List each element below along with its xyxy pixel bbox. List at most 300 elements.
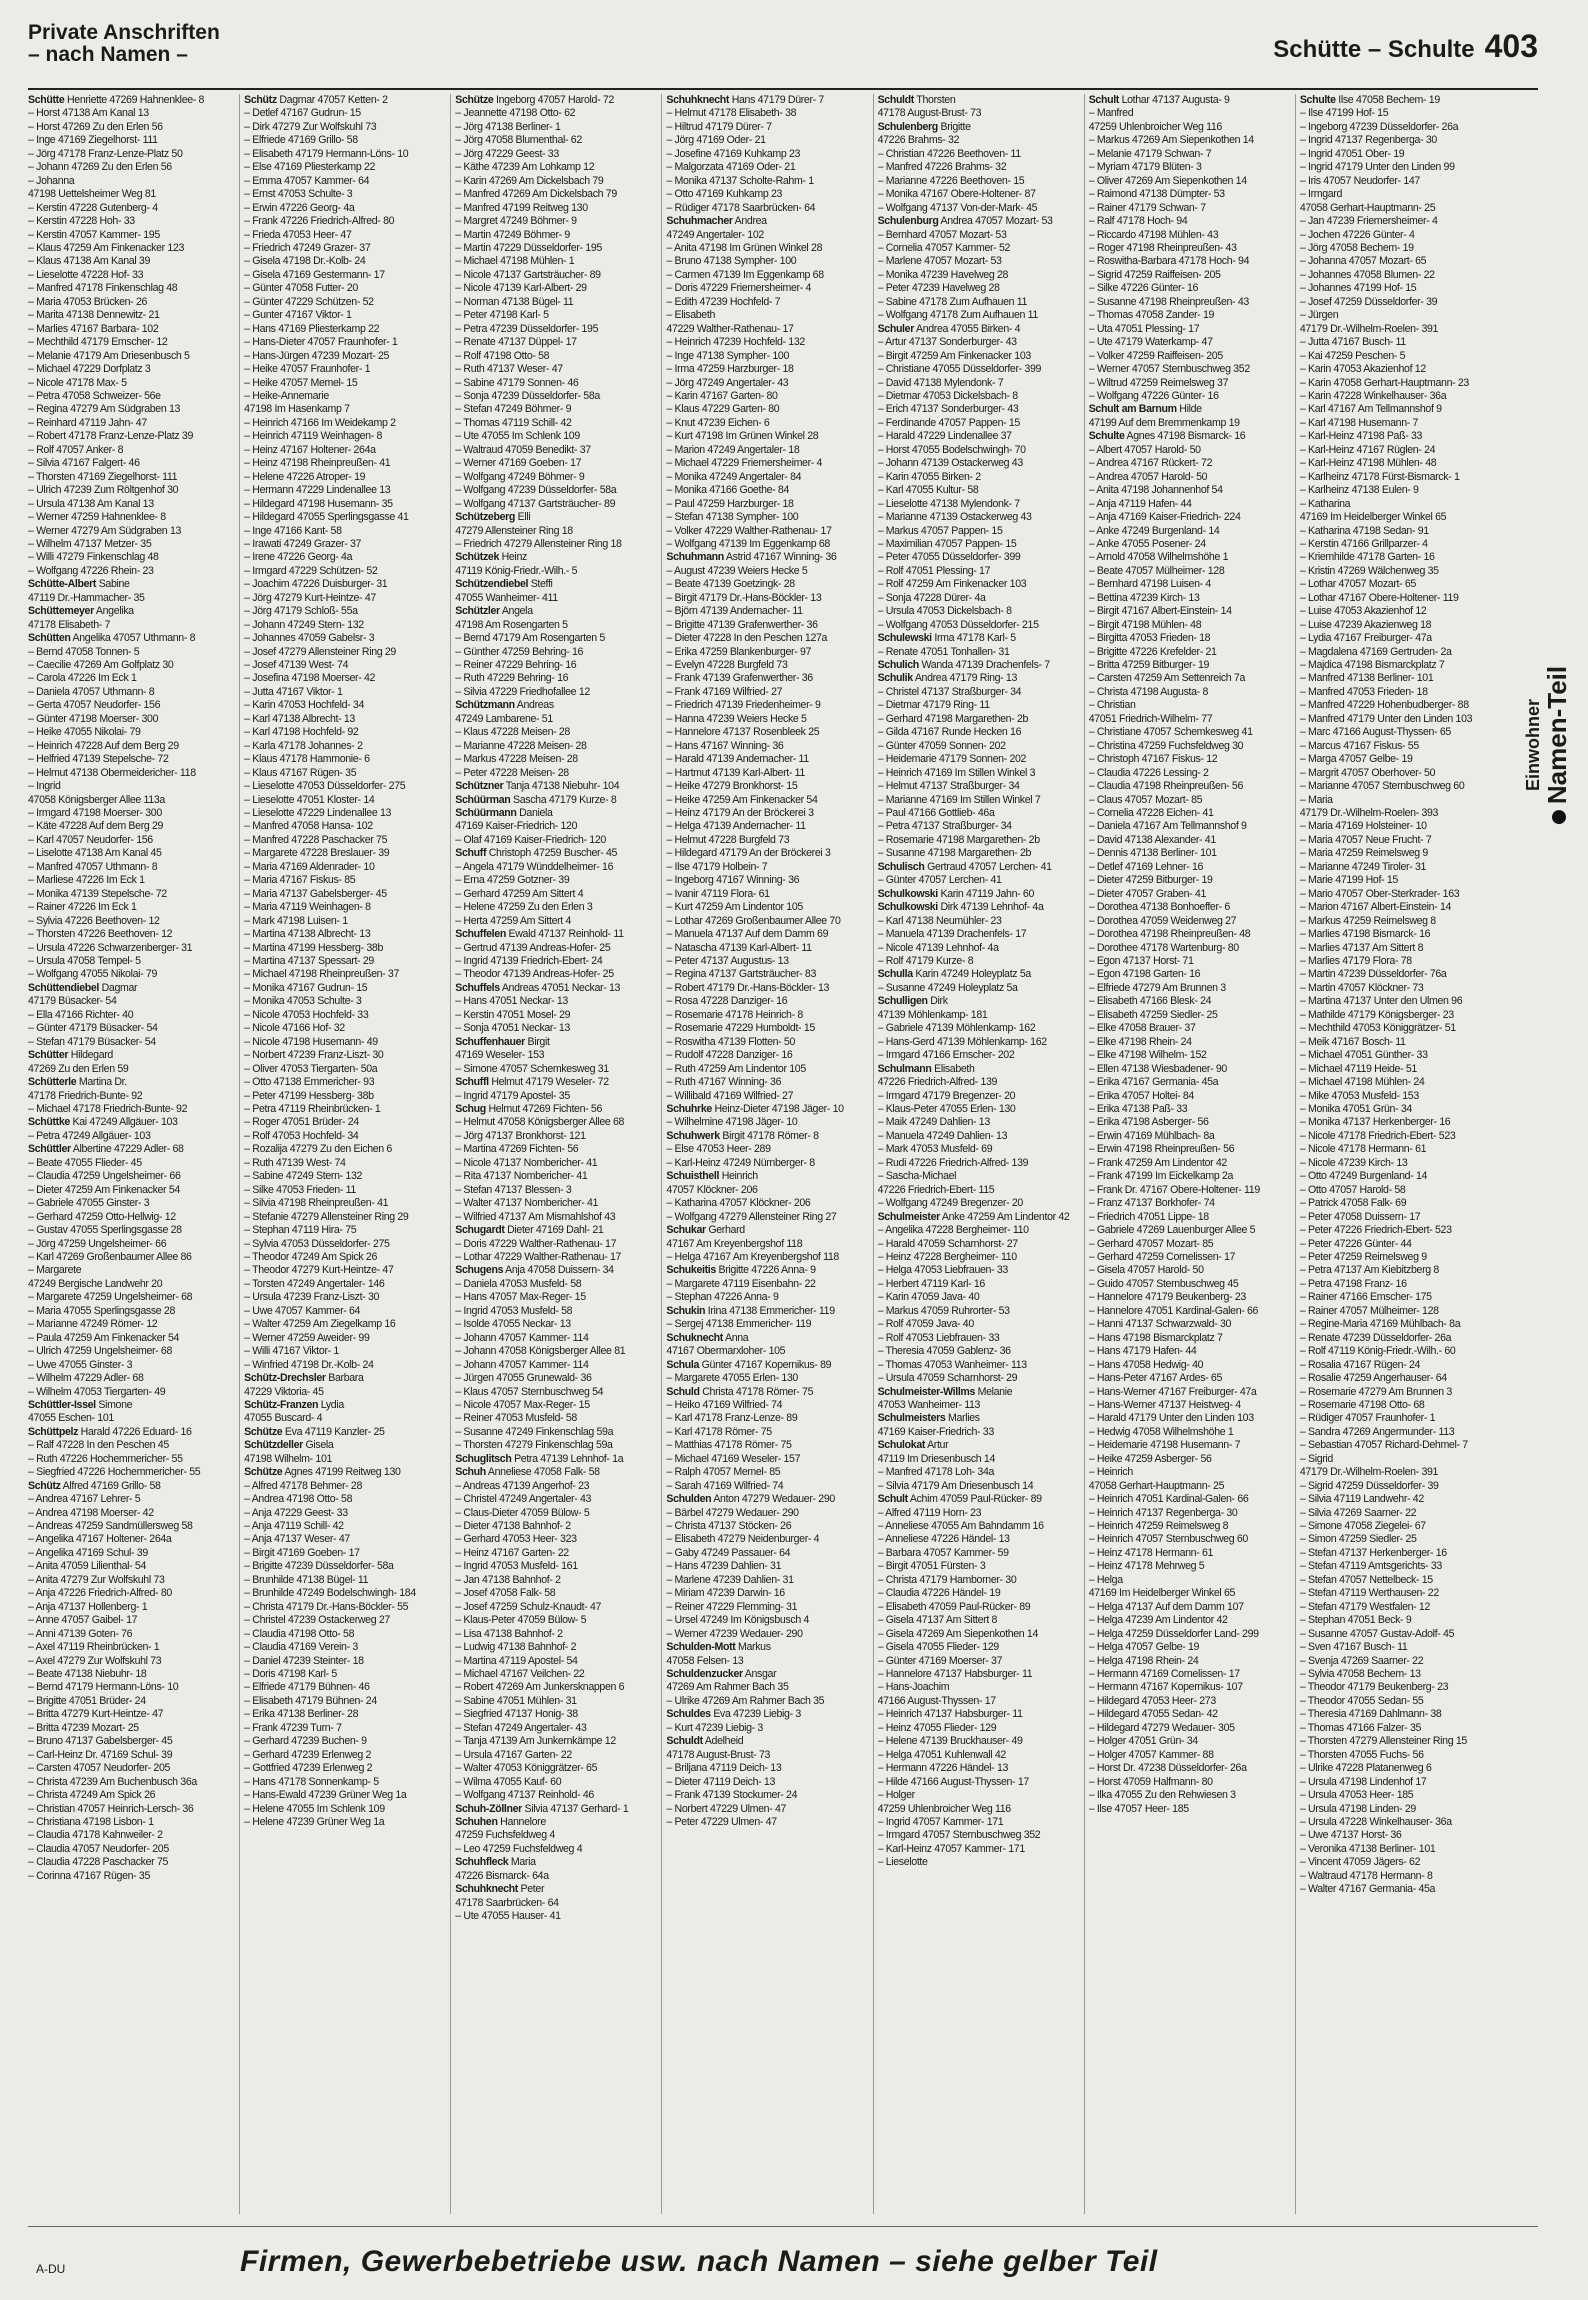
entry-text: – Dieter 47119 Deich- 13	[666, 1775, 776, 1788]
directory-entry	[28, 699, 231, 712]
directory-entry	[244, 928, 442, 941]
entry-text: – Rüdiger 47178 Saarbrücken- 64	[666, 201, 816, 214]
directory-entry	[666, 982, 864, 995]
entry-text: – Egon 47198 Garten- 16	[1088, 968, 1201, 981]
entry-text: – Rosemarie 47279 Am Brunnen 3	[1299, 1385, 1452, 1398]
entry-surname: Schuffels	[455, 981, 500, 994]
entry-text: – Ruth 47229 Behring- 16	[455, 672, 569, 685]
entry-text: – Meik 47167 Bosch- 11	[1299, 1035, 1406, 1048]
directory-entry	[878, 1668, 1076, 1681]
directory-entry	[878, 148, 1076, 161]
entry-text: – Reinhard 47119 Jahn- 47	[28, 416, 147, 429]
directory-entry	[1089, 1695, 1287, 1708]
entry-text: – Margrit 47057 Oberhover- 50	[1299, 766, 1436, 779]
entry-text: – Maria 47055 Sperlingsgasse 28	[28, 1304, 175, 1317]
entry-text: – Roswitha 47139 Flotten- 50	[666, 1035, 796, 1048]
entry-text: – Ella 47166 Richter- 40	[28, 1008, 134, 1021]
entry-surname: Schüürman	[455, 793, 511, 806]
directory-entry	[666, 565, 864, 578]
directory-entry	[455, 1883, 653, 1896]
entry-text: – Rozalija 47279 Zu den Eichen 6	[244, 1143, 392, 1156]
entry-text: – Karl 47167 Am Tellmannshof 9	[1299, 403, 1442, 416]
directory-entry	[1089, 1359, 1287, 1372]
directory-entry	[244, 659, 442, 672]
entry-text: – Maximilian 47057 Pappen- 15	[877, 537, 1017, 550]
entry-text: – Beate 47057 Mülheimer- 128	[1088, 564, 1225, 577]
entry-text: – Günter 47179 Büsacker- 54	[28, 1022, 158, 1035]
directory-entry	[455, 1076, 653, 1089]
entry-text: – Rolf 47053 Liebfrauen- 33	[877, 1331, 1000, 1344]
entry-surname: Schuff	[455, 847, 487, 860]
entry-text: – Karl 47269 Großenbaumer Allee 86	[28, 1250, 192, 1263]
entry-text: – Hildegard 47053 Heer- 273	[1088, 1694, 1216, 1707]
entry-text: – Ulrike 47269 Am Rahmer Bach 35	[666, 1694, 825, 1707]
entry-text: – Gisela 47169 Gestermann- 17	[244, 268, 385, 281]
entry-text: – Marion 47167 Albert-Einstein- 14	[1299, 901, 1452, 914]
entry-text: – Ingeborg 47167 Winning- 36	[666, 874, 800, 887]
entry-text: 47166 August-Thyssen- 17	[877, 1694, 996, 1707]
directory-entry	[1089, 1681, 1287, 1694]
directory-entry	[28, 874, 231, 887]
directory-entry	[1300, 686, 1498, 699]
directory-entry	[666, 484, 864, 497]
directory-entry	[1300, 753, 1498, 766]
directory-entry	[244, 1668, 442, 1681]
entry-text: – Gottfried 47239 Erlenweg 2	[244, 1762, 373, 1775]
entry-text: – Claudia 47057 Neudorfer- 205	[28, 1842, 169, 1855]
directory-entry	[1300, 794, 1498, 807]
entry-text: – Werner 47259 Aweider- 99	[244, 1331, 370, 1344]
entry-text: – Rosemarie 47178 Heinrich- 8	[666, 1008, 803, 1021]
entry-text: – Ursula 47239 Franz-Liszt- 30	[244, 1291, 380, 1304]
entry-text: – Irmgard 47229 Schützen- 52	[244, 564, 378, 577]
entry-text: – Doris 47198 Karl- 5	[244, 1668, 337, 1681]
directory-entry	[878, 632, 1076, 645]
entry-text: – Helene 47259 Zu den Erlen 3	[455, 901, 593, 914]
entry-surname: Schütze	[244, 1466, 283, 1479]
directory-entry	[244, 874, 442, 887]
directory-entry	[878, 1695, 1076, 1708]
directory-entry	[244, 834, 442, 847]
directory-entry	[878, 1829, 1076, 1842]
entry-text: – Günter 47059 Sonnen- 202	[877, 739, 1006, 752]
directory-entry	[1089, 1655, 1287, 1668]
entry-text: – Helga 47053 Liebfrauen- 33	[877, 1264, 1008, 1277]
directory-entry	[28, 820, 231, 833]
directory-entry	[1300, 1291, 1498, 1304]
entry-text: – Otto 47138 Emmericher- 93	[244, 1076, 375, 1089]
directory-entry	[666, 1022, 864, 1035]
directory-entry	[1300, 646, 1498, 659]
entry-text: – Kurt 47198 Im Grünen Winkel 28	[666, 430, 819, 443]
directory-entry	[878, 525, 1076, 538]
entry-text: – Nicole 47178 Friedrich-Ebert- 523	[1299, 1129, 1456, 1142]
entry-text: – Gabriele 47055 Ginster- 3	[28, 1197, 150, 1210]
entry-text: – Ingrid 47137 Regenberga- 30	[1299, 134, 1437, 147]
directory-entry	[28, 1197, 231, 1210]
entry-surname: Schulokat	[877, 1439, 926, 1452]
directory-entry	[1300, 1722, 1498, 1735]
directory-entry	[878, 269, 1076, 282]
directory-entry	[1089, 1103, 1287, 1116]
directory-entry	[455, 229, 653, 242]
entry-text: – Stephan 47119 Hira- 75	[244, 1224, 357, 1237]
entry-text: – Karl-Heinz 47198 Paß- 33	[1299, 430, 1423, 443]
directory-entry	[455, 1466, 653, 1479]
entry-text: – Christoph 47167 Fiskus- 12	[1088, 753, 1218, 766]
entry-text: – Marlies 47179 Flora- 78	[1299, 955, 1412, 967]
directory-entry	[28, 1466, 231, 1479]
directory-entry	[455, 1372, 653, 1385]
entry-text: – Jörg 47179 Schloß- 55a	[244, 605, 358, 618]
directory-entry	[244, 1426, 442, 1439]
directory-entry	[28, 1480, 231, 1493]
directory-entry	[28, 1547, 231, 1560]
entry-text: – Rudolf 47228 Danziger- 16	[666, 1049, 793, 1062]
directory-entry	[1089, 1520, 1287, 1533]
directory-entry	[244, 457, 442, 470]
directory-entry	[455, 336, 653, 349]
entry-text: – Stefan 47179 Büsacker- 54	[28, 1035, 156, 1048]
directory-entry	[28, 686, 231, 699]
directory-entry	[244, 1641, 442, 1654]
directory-entry	[1089, 1412, 1287, 1425]
entry-text: – Detlef 47169 Lehner- 16	[1088, 860, 1204, 873]
entry-text: – Silke 47053 Frieden- 11	[244, 1183, 356, 1196]
directory-entry	[666, 1130, 864, 1143]
entry-text: – Hans-Werner 47167 Freiburger- 47a	[1088, 1385, 1257, 1398]
entry-text: – Siegfried 47137 Honig- 38	[455, 1708, 578, 1721]
entry-text: – Gerhard 47198 Margarethen- 2b	[877, 712, 1029, 725]
entry-text: Thorsten	[916, 94, 956, 106]
directory-entry	[1300, 968, 1498, 981]
entry-surname: Schulenburg	[877, 215, 939, 228]
entry-text: – Dirk 47279 Zur Wolfskuhl 73	[244, 120, 377, 133]
entry-text: – Ursula 47053 Heer- 185	[1299, 1789, 1414, 1802]
directory-entry	[28, 1332, 231, 1345]
directory-entry	[244, 1184, 442, 1197]
entry-text: – Lieselotte 47051 Kloster- 14	[244, 793, 375, 806]
entry-text: – Marie 47199 Hof- 15	[1299, 874, 1398, 887]
entry-text: – Otto 47057 Harold- 58	[1299, 1183, 1406, 1196]
entry-text: – Ludwig 47138 Bahnhof- 2	[455, 1641, 577, 1654]
directory-entry	[28, 511, 231, 524]
directory-entry	[244, 1211, 442, 1224]
directory-entry	[1300, 215, 1498, 228]
directory-entry	[666, 323, 864, 336]
entry-text: – Christina 47259 Fuchsfeldweg 30	[1088, 739, 1244, 752]
entry-text: – Harald 47229 Lindenallee 37	[877, 430, 1012, 443]
entry-text: – Kerstin 47228 Hoh- 33	[28, 215, 135, 228]
directory-entry	[244, 1587, 442, 1600]
directory-entry	[455, 430, 653, 443]
entry-text: – Hannelore 47137 Rosenbleek 25	[666, 726, 820, 739]
entry-surname: Schulkowski	[877, 887, 938, 900]
directory-entry	[1300, 1170, 1498, 1183]
directory-entry	[666, 309, 864, 322]
directory-entry	[1089, 1170, 1287, 1183]
entry-text: – Rainer 47166 Emscher- 175	[1299, 1291, 1432, 1304]
entry-text: 47178 August-Brust- 73	[877, 107, 982, 120]
entry-text: – Erika 47167 Germania- 45a	[1088, 1076, 1219, 1089]
directory-entry	[244, 134, 442, 147]
entry-text: – Claudia 47178 Kahnweiler- 2	[28, 1829, 163, 1842]
directory-entry	[1089, 1022, 1287, 1035]
directory-entry	[28, 659, 231, 672]
directory-entry	[244, 417, 442, 430]
directory-entry	[455, 202, 653, 215]
directory-entry	[666, 888, 864, 901]
directory-entry	[244, 1305, 442, 1318]
entry-text: – Klaus 47229 Garten- 80	[666, 403, 780, 416]
directory-entry	[666, 551, 864, 564]
entry-text: – Markus 47259 Reimelsweg 8	[1299, 914, 1436, 927]
entry-text: – Anita 47279 Zur Wolfskuhl 73	[28, 1573, 165, 1586]
entry-text: – Kerstin 47057 Kammer- 195	[28, 228, 160, 241]
directory-entry	[28, 1628, 231, 1641]
entry-text: – Günter 47057 Lerchen- 41	[877, 874, 1002, 887]
directory-entry	[878, 551, 1076, 564]
entry-text: – Anita 47059 Lilienthal- 54	[28, 1560, 147, 1573]
directory-entry	[455, 820, 653, 833]
directory-entry	[244, 713, 442, 726]
directory-entry	[455, 1547, 653, 1560]
directory-entry	[666, 1560, 864, 1573]
entry-text: – Petra 47137 Straßburger- 34	[877, 820, 1012, 833]
directory-entry	[1300, 1049, 1498, 1062]
directory-entry	[455, 1130, 653, 1143]
entry-text: – Peter 47239 Havelweg 28	[877, 282, 1000, 295]
directory-entry	[28, 740, 231, 753]
directory-entry	[455, 525, 653, 538]
entry-text: – Wilhelm 47053 Tiergarten- 49	[28, 1385, 166, 1398]
directory-entry	[1300, 767, 1498, 780]
directory-entry	[244, 1762, 442, 1775]
entry-text: Anna	[724, 1331, 749, 1344]
entry-text: – Helga 47139 Andernacher- 11	[666, 820, 806, 833]
directory-entry	[1089, 1009, 1287, 1022]
directory-entry	[455, 1386, 653, 1399]
entry-text: – Stephan 47051 Beck- 9	[1299, 1614, 1412, 1627]
directory-entry	[1089, 726, 1287, 739]
entry-text: – Kristin 47269 Wälchenweg 35	[1299, 564, 1439, 577]
directory-entry	[666, 1372, 864, 1385]
entry-text: – Heike 47057 Fraunhofer- 1	[244, 363, 371, 376]
directory-entry	[455, 968, 653, 981]
entry-text: – Helene 47226 Atroper- 19	[244, 470, 366, 483]
directory-entry	[28, 107, 231, 120]
entry-text: – Birgit 47169 Goeben- 17	[244, 1546, 360, 1559]
directory-entry	[455, 794, 653, 807]
entry-text: – Wilhelm 47229 Adler- 68	[28, 1372, 144, 1385]
directory-entry	[666, 1749, 864, 1762]
entry-text: – Anne 47057 Gaibel- 17	[28, 1614, 138, 1627]
entry-text: – Rosemarie 47198 Otto- 68	[1299, 1398, 1425, 1411]
directory-entry	[666, 1735, 864, 1748]
directory-entry	[28, 175, 231, 188]
directory-entry	[1300, 834, 1498, 847]
entry-text: – Ruth 47139 West- 74	[244, 1156, 346, 1169]
directory-entry	[666, 1547, 864, 1560]
entry-text: Achim 47059 Paul-Rücker- 89	[909, 1493, 1042, 1506]
entry-text: – Werner 47239 Wedauer- 290	[666, 1627, 803, 1640]
entry-text: – Josef 47259 Schulz-Knaudt- 47	[455, 1600, 602, 1613]
directory-entry	[1089, 525, 1287, 538]
entry-text: – Heinrich	[1088, 1466, 1133, 1479]
directory-entry	[244, 1372, 442, 1385]
directory-entry	[455, 1022, 653, 1035]
directory-entry	[244, 390, 442, 403]
entry-text: Karin 47119 Jahn- 60	[940, 887, 1035, 900]
entry-text: – Markus 47059 Ruhrorter- 53	[877, 1304, 1010, 1317]
entry-text: – Thorsten 47169 Ziegelhorst- 111	[28, 470, 178, 483]
entry-text: – Ilse 47199 Hof- 15	[1299, 107, 1389, 120]
directory-entry	[1300, 1318, 1498, 1331]
entry-text: – Lisa 47138 Bahnhof- 2	[455, 1627, 563, 1640]
entry-text: – Klaus 47057 Sternbuschweg 54	[455, 1385, 604, 1398]
directory-entry	[1300, 121, 1498, 134]
entry-text: – David 47138 Alexander- 41	[1088, 833, 1216, 846]
entry-text: – Thorsten 47279 Allensteiner Ring 15	[1299, 1735, 1467, 1748]
entry-text: – Holger 47051 Grün- 34	[1088, 1735, 1198, 1748]
directory-entry	[666, 1776, 864, 1789]
directory-entry	[455, 1103, 653, 1116]
directory-entry	[244, 1022, 442, 1035]
directory-entry	[878, 605, 1076, 618]
entry-text: – Helmut 47178 Elisabeth- 38	[666, 107, 797, 120]
entry-text: – Artur 47137 Sonderburger- 43	[877, 336, 1017, 349]
entry-text: – Ursula 47226 Schwarzenberger- 31	[28, 941, 193, 954]
entry-text: – Stefanie 47279 Allensteiner Ring 29	[244, 1210, 409, 1223]
directory-entry	[1300, 309, 1498, 322]
entry-text: – Heinrich 47137 Regenberga- 30	[1088, 1506, 1238, 1519]
entry-text: – Marianne 47249 Römer- 12	[28, 1318, 158, 1331]
entry-text: – Claudia 47198 Otto- 58	[244, 1627, 355, 1640]
directory-entry	[878, 457, 1076, 470]
entry-text: – Rudi 47226 Friedrich-Alfred- 139	[877, 1156, 1029, 1169]
entry-text: – Werner 47279 Am Südgraben 13	[28, 524, 182, 537]
entry-text: – Manfred 47199 Reitweg 130	[455, 201, 588, 214]
entry-text: – Sonja 47228 Dürer- 4a	[877, 591, 986, 604]
directory-entry	[878, 1399, 1076, 1412]
entry-text: – Bruno 47137 Gabelsberger- 45	[28, 1735, 173, 1748]
entry-surname: Schuhmacher	[666, 215, 733, 228]
directory-entry	[878, 1762, 1076, 1775]
directory-entry	[28, 484, 231, 497]
directory-entry	[1089, 1049, 1287, 1062]
entry-text: Tanja 47138 Niebuhr- 104	[505, 780, 620, 793]
entry-text: – Horst Dr. 47238 Düsseldorfer- 26a	[1088, 1762, 1247, 1775]
entry-text: – Gerhard 47259 Cornelissen- 17	[1088, 1250, 1236, 1263]
directory-entry	[1089, 134, 1287, 147]
entry-text: – Angela 47179 Wünddelheimer- 16	[455, 860, 614, 873]
directory-entry	[1300, 1251, 1498, 1264]
entry-surname: Schukeitis	[666, 1264, 716, 1277]
directory-entry	[666, 713, 864, 726]
entry-text: – Klaus 47178 Hammonie- 6	[244, 753, 370, 766]
entry-text: – Heinrich 47166 Im Weidekamp 2	[244, 416, 396, 429]
directory-entry	[244, 511, 442, 524]
entry-text: – Norman 47138 Bügel- 11	[455, 295, 574, 308]
directory-entry	[1300, 807, 1498, 820]
entry-text: – Helga 47198 Rhein- 24	[1088, 1654, 1199, 1667]
entry-text: – Monika 47249 Angertaler- 84	[666, 470, 802, 483]
entry-text: – Daniela 47167 Am Tellmannshof 9	[1088, 820, 1247, 833]
directory-entry	[666, 1049, 864, 1062]
entry-text: – Doris 47229 Friemersheimer- 4	[666, 282, 812, 295]
entry-text: – Peter 47226 Günter- 44	[1299, 1237, 1412, 1250]
entry-surname: Schulte	[1088, 430, 1125, 443]
entry-text: – Renate 47239 Düsseldorfer- 26a	[1299, 1331, 1452, 1344]
directory-entry	[1089, 1372, 1287, 1385]
entry-text: – Wolfgang 47226 Rhein- 23	[28, 564, 154, 577]
entry-text: – Axel 47279 Zur Wolfskuhl 73	[28, 1654, 162, 1667]
directory-entry	[1300, 699, 1498, 712]
directory-entry	[878, 1076, 1076, 1089]
directory-entry	[1300, 1614, 1498, 1627]
directory-entry	[878, 309, 1076, 322]
directory-entry	[1300, 538, 1498, 551]
entry-text: Irma 47178 Karl- 5	[934, 632, 1016, 645]
entry-text: – Horst 47055 Bodelschwingh- 70	[877, 443, 1026, 456]
entry-surname: Schuhrke	[666, 1102, 712, 1115]
entry-surname: Schützdeller	[244, 1439, 303, 1452]
entry-text: – Luise 47239 Akazienweg 18	[1299, 618, 1432, 631]
directory-entry	[1300, 1278, 1498, 1291]
entry-text: 47259 Uhlenbroicher Weg 116	[877, 1802, 1011, 1815]
directory-entry	[1300, 417, 1498, 430]
entry-text: – Michael 47198 Rheinpreußen- 37	[244, 968, 400, 981]
directory-entry	[878, 1251, 1076, 1264]
entry-text: – Sascha-Michael	[877, 1170, 957, 1183]
directory-entry	[28, 672, 231, 685]
entry-text: – Torsten 47249 Angertaler- 146	[244, 1277, 385, 1290]
entry-text: – Ulrich 47239 Zum Röltgenhof 30	[28, 484, 179, 497]
entry-text: – Josef 47058 Falk- 58	[455, 1587, 556, 1600]
directory-entry	[1089, 1547, 1287, 1560]
entry-text: – Hans 47051 Neckar- 13	[455, 995, 568, 1008]
entry-text: – Christel 47249 Angertaler- 43	[455, 1493, 592, 1506]
edition-code: A-DU	[36, 2262, 66, 2276]
entry-text: – Marc 47166 August-Thyssen- 65	[1299, 726, 1451, 739]
directory-entry	[455, 1655, 653, 1668]
directory-entry	[455, 1238, 653, 1251]
directory-entry	[1300, 1439, 1498, 1452]
entry-text: – Lothar 47167 Obere-Holtener- 119	[1299, 591, 1459, 604]
entry-text: – Ute 47179 Waterkamp- 47	[1088, 336, 1213, 349]
entry-surname: Schütz	[244, 94, 277, 106]
entry-surname: Schützmann	[455, 699, 515, 712]
directory-entry	[1089, 915, 1287, 928]
entry-text: Lydia	[320, 1398, 344, 1411]
directory-entry	[455, 1453, 653, 1466]
entry-surname: Schuldes	[666, 1708, 711, 1721]
directory-entry	[28, 1829, 231, 1842]
entry-text: 47178 Friedrich-Bunte- 92	[28, 1089, 143, 1102]
directory-entry	[1300, 1426, 1498, 1439]
directory-entry	[878, 1708, 1076, 1721]
entry-text: – Maria 47057 Neue Frucht- 7	[1299, 833, 1432, 846]
entry-text: – Ingrid 47179 Apostel- 35	[455, 1089, 570, 1102]
directory-entry	[1089, 968, 1287, 981]
entry-text: – Dennis 47138 Berliner- 101	[1088, 847, 1217, 860]
entry-text: 47119 Dr.-Hammacher- 35	[28, 591, 145, 604]
entry-text: Hannelore	[500, 1816, 546, 1828]
entry-text: – Renate 47051 Tonhallen- 31	[877, 645, 1010, 658]
directory-entry	[1089, 1762, 1287, 1775]
entry-text: – Willibald 47169 Wilfried- 27	[666, 1089, 794, 1102]
entry-text: – Hedwig 47058 Wilhelmshöhe 1	[1088, 1425, 1234, 1438]
